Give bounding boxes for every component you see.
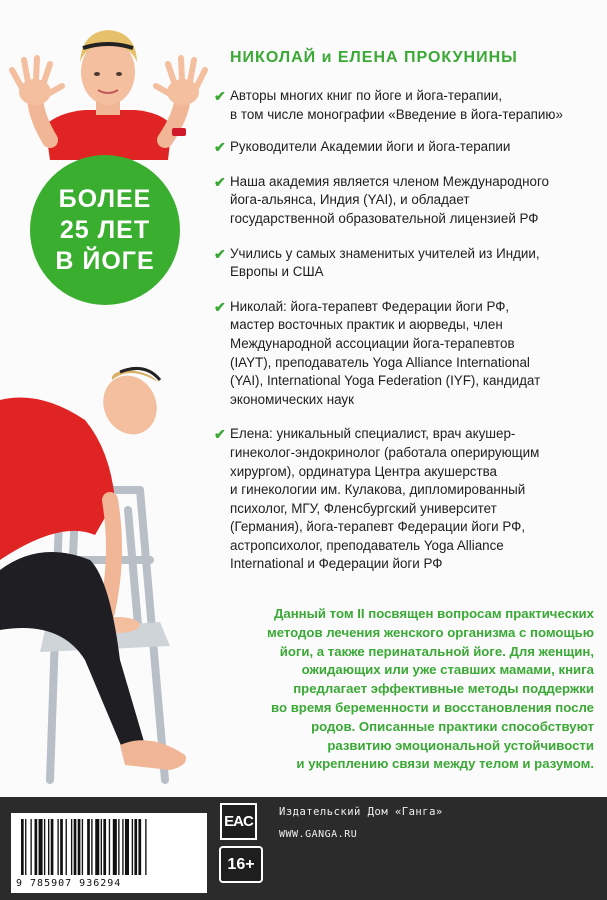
summary-line: родов. Описанные практики способствуют	[311, 718, 594, 734]
authors-title: НИКОЛАЙ и ЕЛЕНА ПРОКУНИНЫ	[230, 49, 518, 66]
fact-line: Авторы многих книг по йоге и йога-терапии,	[230, 88, 503, 103]
badge-line-3: В ЙОГЕ	[55, 246, 155, 275]
fact-line: Елена: уникальный специалист, врач акушер-	[230, 426, 516, 442]
fact-line: и гинекологии им. Кулакова, дипломированный	[230, 482, 526, 498]
author-fact-elena	[214, 425, 604, 574]
author-fact-academy	[214, 138, 604, 157]
barcode-bar	[132, 819, 133, 875]
eac-logo-icon: EAC	[220, 803, 257, 840]
fact-line: астропсихолог, преподаватель Yoga Alliance	[230, 537, 504, 553]
barcode-bar	[134, 819, 137, 875]
author-fact-alliance	[214, 173, 604, 229]
publisher-website: WWW.GANGA.RU	[279, 829, 358, 840]
barcode-bar	[145, 819, 146, 875]
fact-line: гинеколог-эндокринолог (работала оперирующим	[230, 444, 540, 460]
barcode-bar	[51, 819, 54, 875]
summary-line: предлагает эффективные методы поддержки	[293, 681, 594, 697]
summary-line: и укреплению связи между телом и разумом.	[296, 756, 594, 772]
publisher-name: Издательский Дом «Ганга»	[279, 806, 443, 818]
barcode-bar	[71, 819, 72, 875]
barcode-bar	[39, 819, 43, 875]
barcode-bar	[82, 819, 83, 875]
barcode-bar	[138, 819, 141, 875]
check-icon: ✔	[214, 245, 226, 262]
author-fact-teachers	[214, 245, 604, 282]
book-summary	[199, 605, 594, 774]
author-fact-books	[214, 87, 604, 124]
fact-line: йога-альянса, Индия (YAI), и обладает	[230, 192, 470, 208]
fact-line: мастер восточных практик и аюрведы, член	[230, 317, 503, 333]
barcode-bar	[30, 819, 31, 875]
check-icon: ✔	[214, 298, 226, 315]
fact-line: экономических наук	[230, 391, 354, 407]
fact-line: Европы и США	[230, 264, 324, 280]
barcode-bar	[122, 819, 123, 875]
fact-line: (YAI), International Yoga Federation (IYF), кандидат	[230, 373, 541, 389]
barcode-bar	[74, 819, 77, 875]
barcode-bar	[78, 819, 81, 875]
barcode-icon	[11, 813, 207, 893]
fact-line: International и Федерации йоги РФ	[230, 556, 443, 572]
barcode-bar	[21, 819, 24, 875]
check-icon: ✔	[214, 173, 226, 190]
barcode-bar	[44, 819, 45, 875]
isbn-number: 9 785907 936294	[16, 878, 122, 889]
summary-line: методов лечения женского организма с помощью	[266, 624, 594, 640]
barcode-bar	[66, 819, 67, 875]
barcode-bar	[95, 819, 99, 875]
barcode-bar	[91, 819, 92, 875]
fact-line: Руководители Академии йоги и йога-терапии	[230, 139, 511, 155]
summary-line: ожидающих или уже ставших мамами, книга	[301, 662, 594, 678]
barcode-bar	[87, 819, 90, 875]
fact-line: хирургом), ординатура Центра акушерства	[230, 463, 498, 479]
fact-line: (IAYT), преподаватель Yoga Alliance International	[230, 354, 530, 370]
summary-line: йоги, а также перинатальной йоге. Для женщин,	[279, 643, 594, 659]
fact-line: государственной образовательной лицензией РФ	[230, 210, 539, 226]
summary-line: во время беременности и восстановления после	[271, 699, 594, 715]
author-photo-bottom	[0, 360, 215, 800]
check-icon: ✔	[214, 426, 226, 443]
summary-line: развитию эмоциональной устойчивости	[327, 737, 594, 753]
summary-line: Данный том II посвящен вопросам практических	[273, 606, 594, 621]
fact-line: психолог, МГУ, Фленсбургский университет	[230, 500, 497, 516]
barcode-bar	[103, 819, 106, 875]
barcode-bar	[101, 819, 102, 875]
age-rating-badge: 16+	[219, 846, 263, 883]
barcode-bar	[57, 819, 58, 875]
barcode-bars	[21, 819, 197, 875]
fact-line: (Германия), йога-терапевт Федерации йоги РФ,	[230, 519, 526, 535]
barcode-bar	[35, 819, 38, 875]
author-photo-top	[0, 0, 215, 160]
barcode-bar	[60, 819, 63, 875]
barcode-bar	[25, 819, 26, 875]
check-icon: ✔	[214, 139, 226, 156]
author-fact-nikolai	[214, 298, 604, 410]
badge-line-2: 25 ЛЕТ	[59, 215, 151, 244]
barcode-bar	[118, 819, 119, 875]
barcode-bar	[48, 819, 49, 875]
fact-line: в том числе монографии «Введение в йога-терапию»	[230, 106, 563, 122]
barcode-bar	[109, 819, 110, 875]
fact-line: Международной ассоциации йога-терапевтов	[230, 335, 515, 351]
check-icon: ✔	[214, 88, 226, 104]
badge-line-1: БОЛЕЕ	[58, 184, 152, 213]
fact-line: Учились у самых знаменитых учителей из Индии,	[230, 245, 540, 261]
barcode-bar	[125, 819, 129, 875]
fact-line: Наша академия является членом Международного	[230, 173, 549, 189]
author-facts-list	[214, 87, 604, 574]
barcode-bar	[113, 819, 117, 875]
fact-line: Николай: йога-терапевт Федерации йоги РФ,	[230, 298, 510, 314]
experience-badge	[30, 155, 180, 305]
